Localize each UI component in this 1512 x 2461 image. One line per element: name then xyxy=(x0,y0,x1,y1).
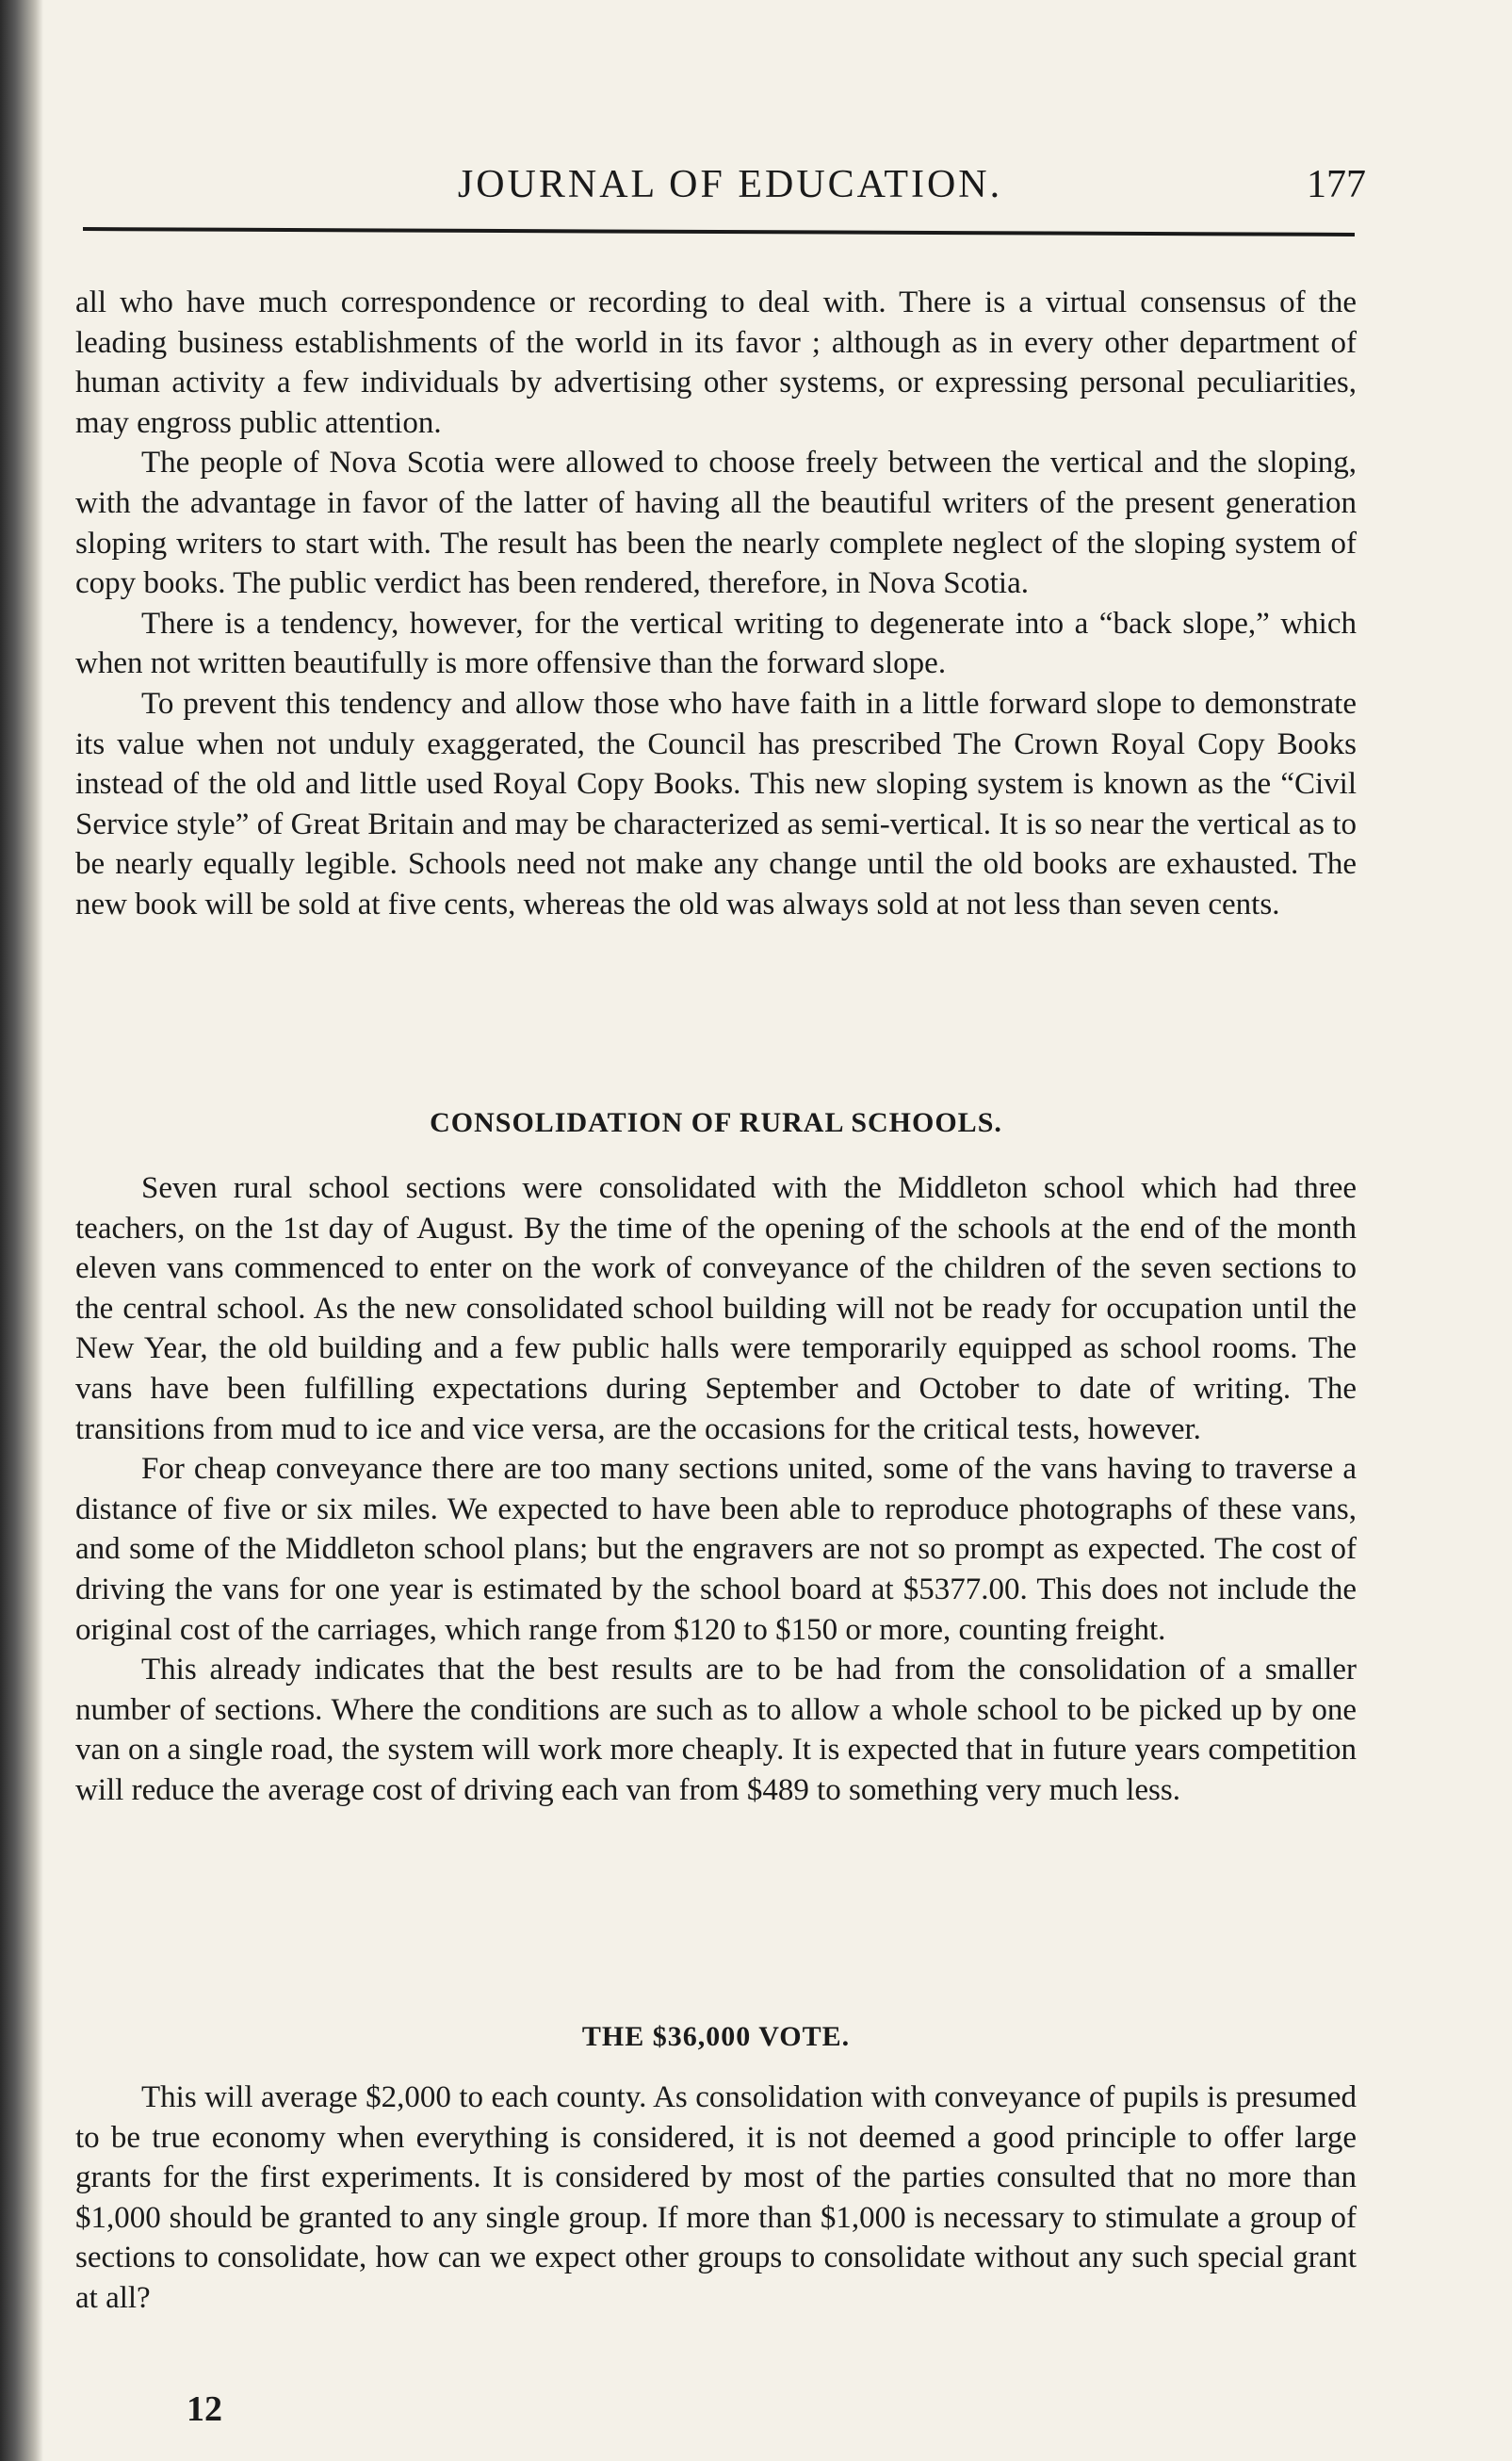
section-heading-vote: THE $36,000 VOTE. xyxy=(581,2021,851,2052)
section-heading-consolidation: CONSOLIDATION OF RURAL SCHOOLS. xyxy=(430,1107,1002,1138)
paragraph: This will average $2,000 to each county. As consolidation with conveyance of pupils is presumed to be true economy when everything is considered, it is not deemed a good principle to offer large grants for the first experiments. It is considered by most of the parties consulted that no more than $1,000 should be granted to any single group. If more than $1,000 is necessary to stimulate a group of sections to consolidate, how can we expect other groups to consolidate without any such special grant at all? xyxy=(75,2080,1357,2315)
paragraph: The people of Nova Scotia were allowed to choose freely between the vertical and the sloping, with the advantage in favor of the latter of having all the beautiful writers of the present generation sloping writers to start with. The result has been the nearly complete neglect of the sloping system of copy books. The public verdict has been rendered, therefore, in Nova Scotia. xyxy=(75,446,1357,601)
paragraph: For cheap conveyance there are too many sections united, some of the vans having to traverse a distance of five or six miles. We expected to have been able to reproduce photographs of these vans, and some of the Middleton school plans; but the engravers are not so prompt as expected. The cost of driving the vans for one year is estimated by the school board at $5377.00. This does not include the original cost of the carriages, which range from $120 to $150 or more, counting freight. xyxy=(75,1452,1357,1647)
vote-text xyxy=(75,2078,1357,2319)
header-rule xyxy=(83,227,1355,236)
binding-shadow xyxy=(0,0,43,2461)
intro-text xyxy=(75,283,1357,925)
page-number: 177 xyxy=(1307,163,1366,206)
paragraph: To prevent this tendency and allow those who have faith in a little forward slope to demonstrate its value when not unduly exaggerated, the Council has prescribed The Crown Royal Copy Books instead of the old and little used Royal Copy Books. This new sloping system is known as the “Civil Service style” of Great Britain and may be characterized as semi-vertical. It is so near the vertical as to be nearly equally legible. Schools need not make any change until the old books are exhausted. The new book will be sold at five cents, whereas the old was always sold at not less than seven cents. xyxy=(75,686,1357,921)
paragraph: all who have much correspondence or recording to deal with. There is a virtual consensus of the leading business establishments of the world in its favor ; although as in every other department of human activity a few individuals by advertising other systems, or expressing personal peculiarities, may engross public attention. xyxy=(75,285,1357,440)
paragraph: There is a tendency, however, for the vertical writing to degenerate into a “back slope,” which when not written beautifully is more offensive than the forward slope. xyxy=(75,606,1357,681)
paragraph: This already indicates that the best results are to be had from the consolidation of a smaller number of sections. Where the conditions are such as to allow a whole school to be picked up by one van on a single road, the system will work more cheaply. It is expected that in future years competition will reduce the average cost of driving each van from $489 to something very much less. xyxy=(75,1653,1357,1807)
page-header xyxy=(85,162,1375,219)
consolidation-text xyxy=(75,1168,1357,1811)
paragraph: Seven rural school sections were consolidated with the Middleton school which had three teachers, on the 1st day of August. By the time of the opening of the schools at the end of the month eleven vans commenced to enter on the work of conveyance of the children of the seven sections to the central school. As the new consolidated school building will not be ready for occupation until the New Year, the old building and a few public halls were temporarily equipped as school rooms. The vans have been fulfilling expectations during September and October to date of writing. The transitions from mud to ice and vice versa, are the occasions for the critical tests, however. xyxy=(75,1171,1357,1446)
running-title: JOURNAL OF EDUCATION. xyxy=(457,163,1003,206)
signature-mark: 12 xyxy=(187,2389,222,2429)
